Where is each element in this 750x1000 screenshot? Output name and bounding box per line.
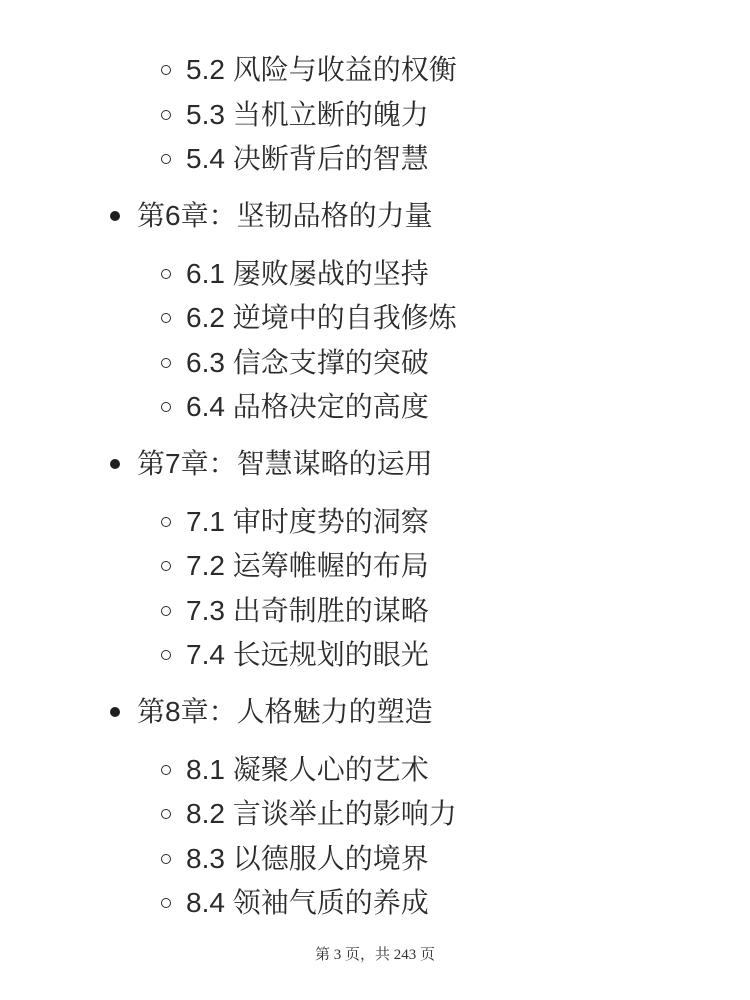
toc-subitem — [0, 48, 750, 93]
toc-subitem — [0, 252, 750, 297]
solid-bullet-icon — [110, 459, 120, 469]
toc-chapter-label: 第7章：智慧谋略的运用 — [137, 447, 433, 479]
toc-subitem — [0, 93, 750, 138]
toc-chapter-heading — [0, 442, 750, 486]
toc-subitem — [0, 544, 750, 589]
hollow-bullet-icon — [161, 154, 171, 164]
toc-subitem — [0, 296, 750, 341]
hollow-bullet-icon — [161, 606, 171, 616]
toc-subitem-label: 6.4 品格决定的高度 — [186, 391, 429, 423]
hollow-bullet-icon — [161, 313, 171, 323]
toc-subitem — [0, 341, 750, 386]
toc-chapter-heading — [0, 194, 750, 238]
toc-subitem — [0, 792, 750, 837]
solid-bullet-icon — [110, 211, 120, 221]
toc-chapter-heading — [0, 690, 750, 734]
hollow-bullet-icon — [161, 809, 171, 819]
toc-subitem — [0, 748, 750, 793]
toc-subitem — [0, 589, 750, 634]
hollow-bullet-icon — [161, 765, 171, 775]
page-footer — [0, 943, 750, 964]
hollow-bullet-icon — [161, 65, 171, 75]
hollow-bullet-icon — [161, 110, 171, 120]
toc-subitem-label: 7.2 运筹帷幄的布局 — [186, 550, 429, 582]
toc-subitem-label: 6.2 逆境中的自我修炼 — [186, 302, 457, 334]
toc-subitem-label: 5.4 决断背后的智慧 — [186, 143, 429, 175]
toc-subitem-label: 6.3 信念支撑的突破 — [186, 346, 429, 378]
toc-subitem — [0, 633, 750, 678]
toc-subitem — [0, 837, 750, 882]
page-number-indicator: 第 3 页，共 243 页 — [314, 947, 435, 963]
toc-subitem-label: 8.4 领袖气质的养成 — [186, 887, 429, 919]
solid-bullet-icon — [110, 707, 120, 717]
hollow-bullet-icon — [161, 269, 171, 279]
hollow-bullet-icon — [161, 650, 171, 660]
toc-chapter-label: 第8章：人格魅力的塑造 — [137, 695, 433, 727]
toc-subitem — [0, 137, 750, 182]
toc-subitem — [0, 385, 750, 430]
toc-subitem — [0, 500, 750, 545]
toc-subitem-label: 7.1 审时度势的洞察 — [186, 505, 429, 537]
hollow-bullet-icon — [161, 898, 171, 908]
hollow-bullet-icon — [161, 358, 171, 368]
hollow-bullet-icon — [161, 561, 171, 571]
hollow-bullet-icon — [161, 402, 171, 412]
toc-subitem-label: 7.3 出奇制胜的谋略 — [186, 594, 429, 626]
toc-subitem-label: 6.1 屡败屡战的坚持 — [186, 257, 429, 289]
toc-subitem-label: 5.3 当机立断的魄力 — [186, 98, 429, 130]
hollow-bullet-icon — [161, 854, 171, 864]
toc-subitem — [0, 881, 750, 926]
toc-subitem-label: 8.2 言谈举止的影响力 — [186, 798, 457, 830]
toc-subitem-label: 5.2 风险与收益的权衡 — [186, 54, 457, 86]
toc-subitem-label: 8.1 凝聚人心的艺术 — [186, 753, 429, 785]
toc-chapter-label: 第6章：坚韧品格的力量 — [137, 199, 433, 231]
hollow-bullet-icon — [161, 517, 171, 527]
toc-subitem-label: 7.4 长远规划的眼光 — [186, 639, 429, 671]
toc-subitem-label: 8.3 以德服人的境界 — [186, 842, 429, 874]
